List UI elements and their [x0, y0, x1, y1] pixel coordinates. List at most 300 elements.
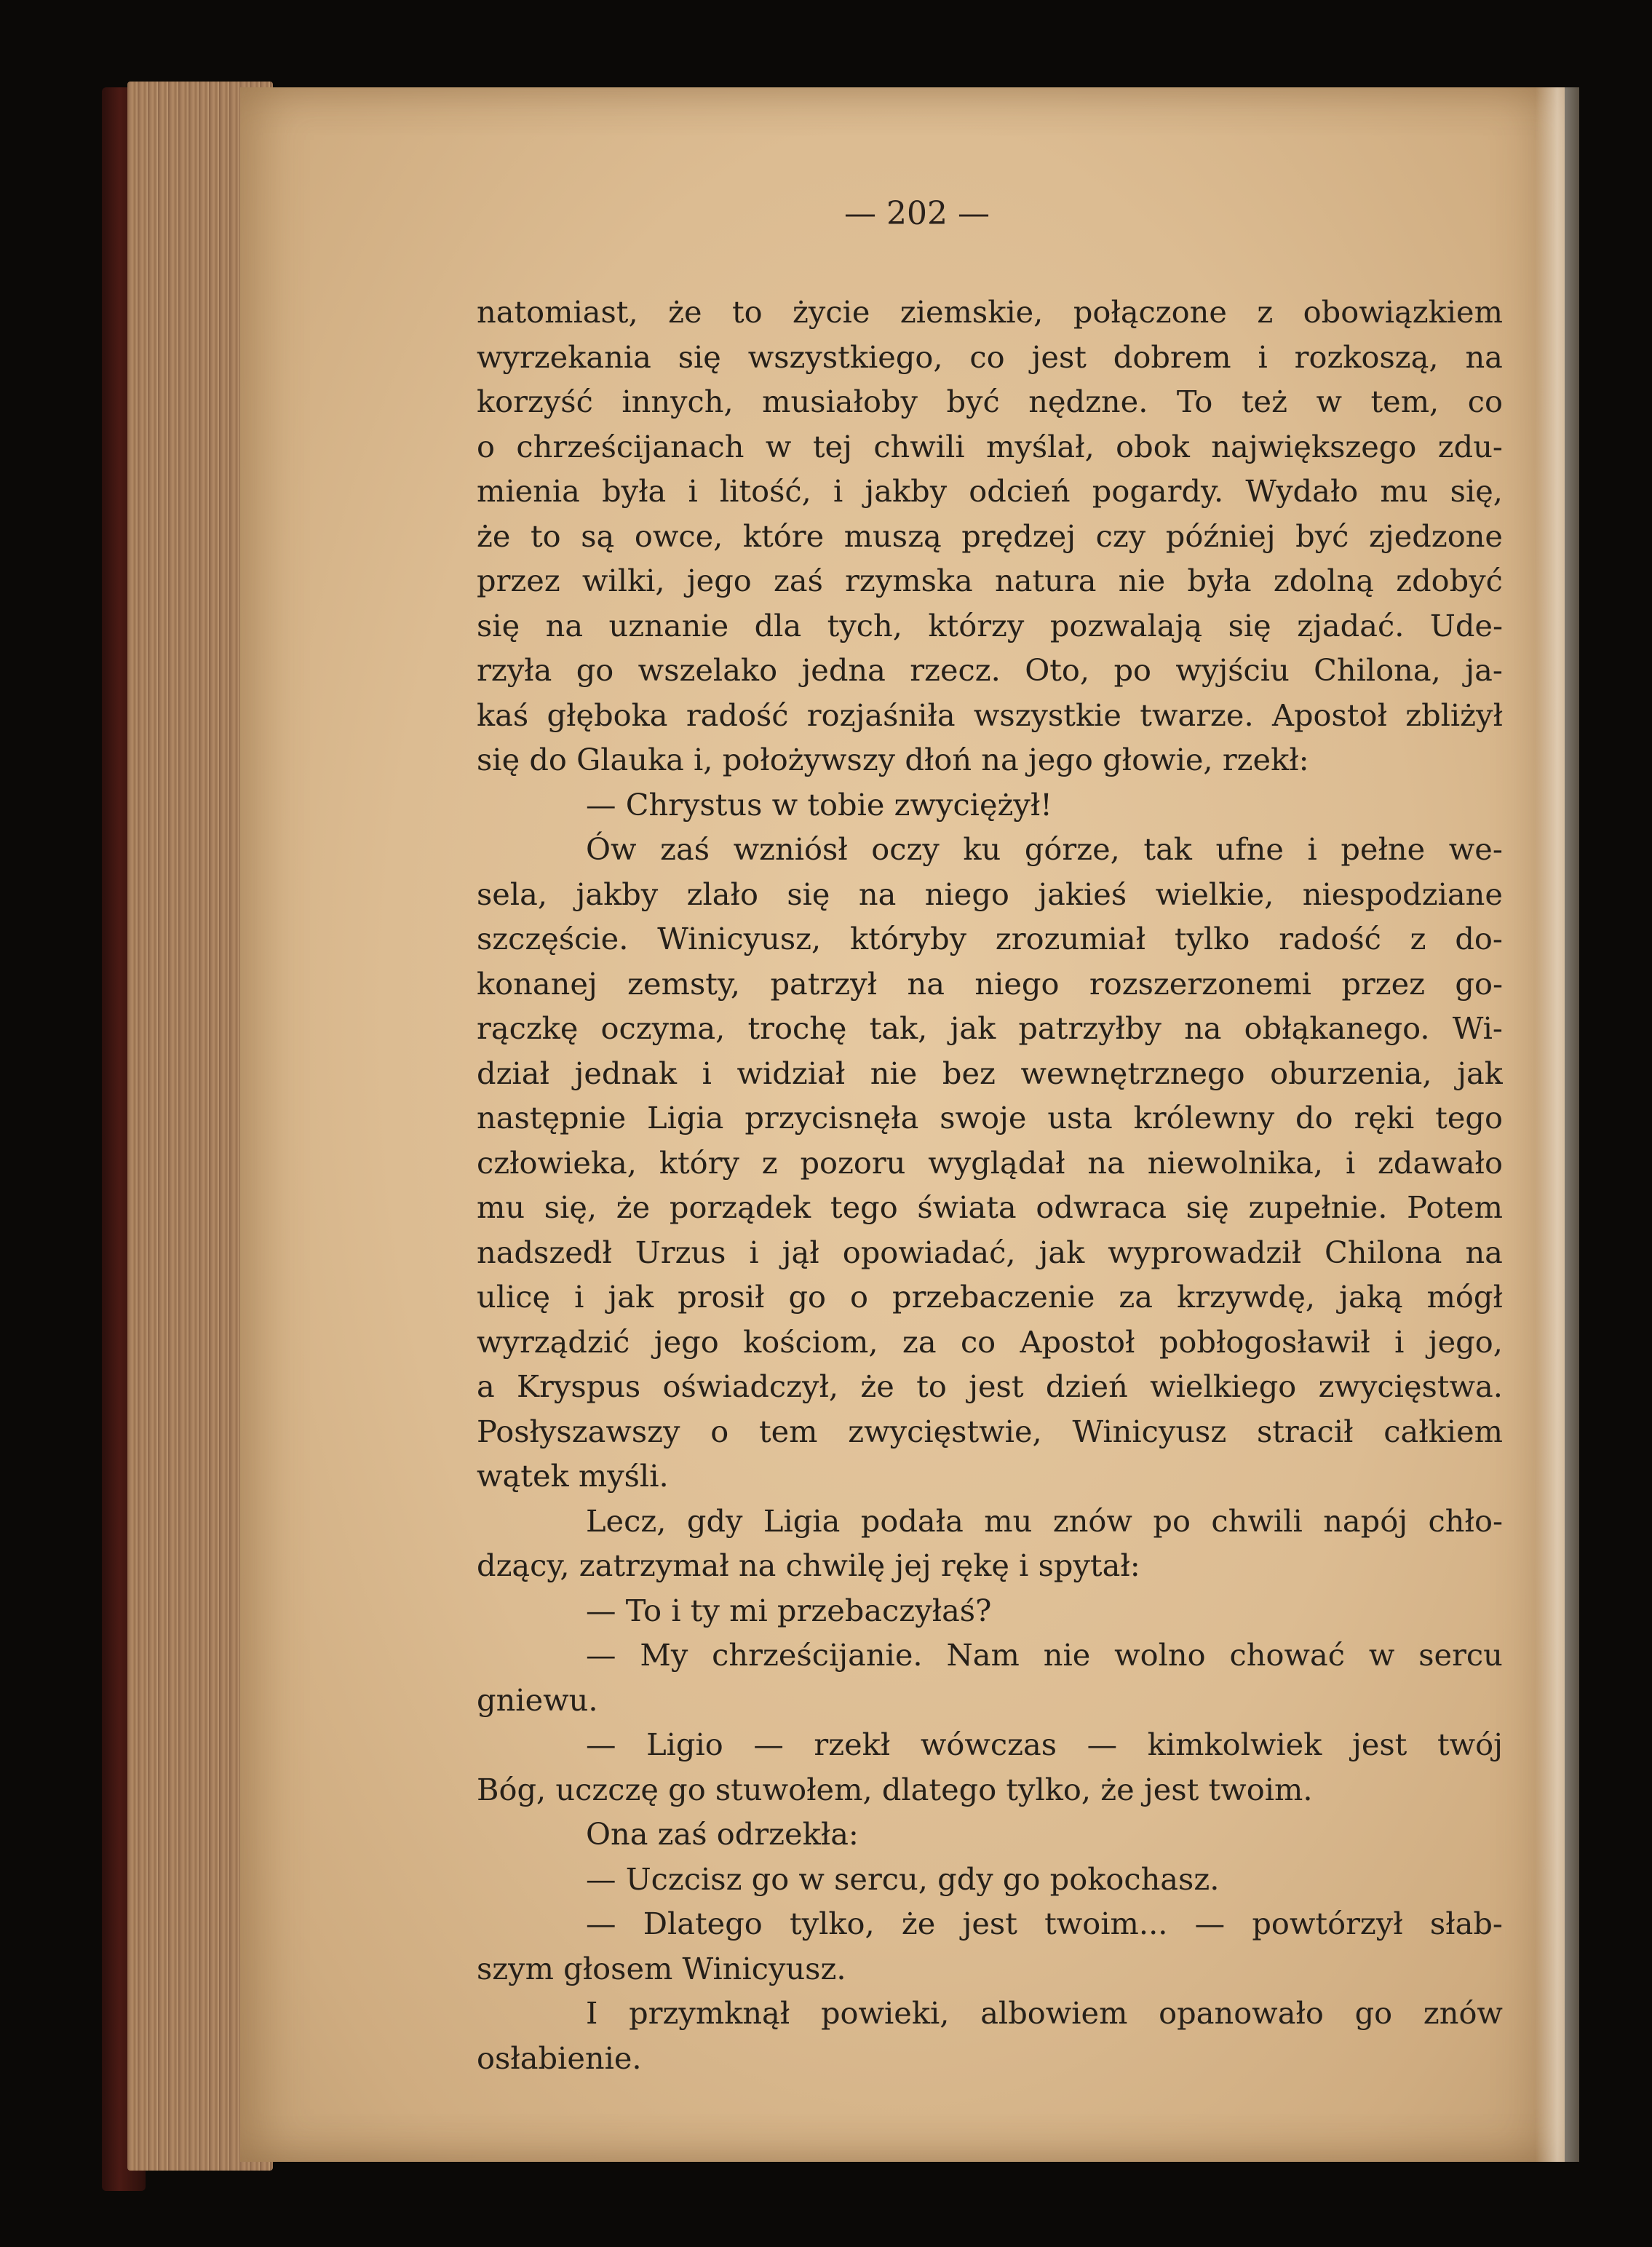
word: szczęście. [477, 921, 629, 956]
word: czy [1095, 518, 1146, 554]
word: kościom, [743, 1323, 878, 1360]
word: wolno [1114, 1637, 1206, 1673]
word: zaś [773, 563, 823, 598]
word: bez [942, 1055, 996, 1091]
word: — [753, 1727, 784, 1762]
word: wewnętrznego [1020, 1055, 1245, 1091]
word: ufne [1215, 831, 1284, 867]
word: — [586, 1906, 616, 1941]
text-line [477, 1320, 1503, 1365]
word: po [1113, 652, 1152, 688]
text-line [477, 1095, 1503, 1141]
word: zaś [660, 831, 710, 867]
word: jak [608, 1279, 654, 1315]
word: stracił [1256, 1413, 1354, 1449]
word: chrześcijanie. [712, 1637, 923, 1673]
word: I [586, 1995, 598, 2031]
word: jaką [1339, 1279, 1403, 1315]
word: tylko [1174, 921, 1250, 956]
text-line [477, 1006, 1503, 1051]
text-line [477, 872, 1503, 917]
word: z [761, 1144, 778, 1181]
word: są [581, 518, 615, 554]
text-line-content: szym głosem Winicyusz. [477, 1950, 846, 1986]
word: zbliżył [1405, 697, 1503, 733]
word: jakby [576, 876, 659, 912]
word: wszystkie [973, 697, 1121, 733]
word: konanej [477, 965, 597, 1002]
text-line [477, 916, 1503, 962]
word: wyjściu [1175, 652, 1290, 688]
word: go [576, 652, 614, 688]
word: Ude- [1429, 607, 1503, 643]
word: nie [870, 1055, 918, 1091]
word: rączkę [477, 1010, 579, 1046]
word: słab- [1429, 1906, 1503, 1941]
text-line [477, 1946, 1503, 1992]
word: obłąkanego. [1244, 1010, 1430, 1046]
text-line [477, 1051, 1503, 1096]
word: przez [477, 563, 560, 598]
word: patrzyłby [1018, 1010, 1161, 1046]
word: o [850, 1279, 869, 1315]
word: i [1258, 338, 1268, 375]
text-line [477, 1543, 1503, 1588]
word: oświadczył, [662, 1368, 839, 1404]
word: na [1087, 1144, 1125, 1181]
word: mu [477, 1189, 525, 1225]
word: dzień [1045, 1368, 1128, 1404]
word: obowiązkiem [1303, 294, 1503, 330]
word: — [586, 1637, 616, 1673]
word: tem [758, 1413, 818, 1449]
word: chwili [873, 428, 965, 464]
word: usta [1047, 1100, 1113, 1136]
word: który [659, 1144, 739, 1181]
word: na [907, 965, 945, 1002]
word: jak [950, 1010, 996, 1046]
text-line [477, 648, 1503, 693]
word: opowiadać, [842, 1234, 1016, 1270]
word: kimkolwiek [1147, 1727, 1322, 1762]
word: jego [654, 1323, 719, 1360]
word: sela, [477, 876, 548, 912]
text-line-content: osłabienie. [477, 2040, 642, 2076]
word: Chilona [1325, 1234, 1442, 1270]
word: jedna [801, 652, 886, 688]
word: pobłogosławił [1159, 1323, 1370, 1360]
word: natura [994, 563, 1097, 598]
word: rzecz. [910, 652, 1001, 688]
word: na [1465, 1234, 1503, 1270]
word: do- [1455, 921, 1503, 956]
word: powieki, [820, 1995, 950, 2031]
word: Dlatego [643, 1906, 763, 1941]
word: i [1307, 831, 1317, 867]
text-line [477, 962, 1503, 1007]
word: być [1295, 518, 1349, 554]
word: sercu [1418, 1637, 1503, 1673]
word: oczy [871, 831, 940, 867]
word: któryby [850, 921, 967, 956]
word: zjadać. [1297, 607, 1405, 643]
word: dział [477, 1055, 549, 1091]
word: chować [1229, 1637, 1345, 1673]
word: rzekł [814, 1727, 891, 1762]
text-line [477, 1499, 1503, 1544]
word: za [902, 1323, 937, 1360]
text-line [477, 1364, 1503, 1409]
word: twoim... [1044, 1906, 1168, 1941]
text-line-content: — To i ty mi przebaczyłaś? [586, 1592, 992, 1628]
word: wszelako [638, 652, 778, 688]
word: wówczas [920, 1727, 1057, 1762]
word: być [946, 384, 1000, 419]
word: To [1176, 384, 1213, 419]
word: i [1345, 1144, 1356, 1181]
word: pogardy. [1092, 473, 1224, 509]
word: była [602, 473, 667, 509]
word: na [545, 607, 584, 643]
word: widział [736, 1055, 846, 1091]
word: tylko, [789, 1906, 875, 1941]
text-line [477, 379, 1503, 424]
word: ręki [1354, 1100, 1415, 1136]
word: My [640, 1637, 688, 1673]
text-line [477, 1230, 1503, 1275]
word: jakby [865, 473, 948, 509]
word: opanowało [1159, 1995, 1324, 2031]
word: znów [1423, 1995, 1503, 2031]
word: i [833, 473, 843, 509]
word: się [678, 338, 721, 375]
word: jak [1039, 1234, 1085, 1270]
word: mu [1380, 473, 1429, 509]
word: jakieś [1038, 876, 1127, 912]
word: jednak [574, 1055, 678, 1091]
word: Urzus [635, 1234, 726, 1270]
text-line [477, 1678, 1503, 1723]
word: tej [812, 428, 852, 464]
word: Ligia [647, 1100, 724, 1136]
word: zdolną [1273, 563, 1375, 598]
text-line-content: gniewu. [477, 1681, 598, 1718]
text-line [477, 424, 1503, 469]
word: też [1241, 384, 1287, 419]
word: Oto, [1025, 652, 1090, 688]
word: zdu- [1437, 428, 1503, 464]
word: Nam [946, 1637, 1020, 1673]
text-line [477, 603, 1503, 649]
word: wielkie, [1155, 876, 1274, 912]
word: rozszerzonemi [1089, 965, 1311, 1002]
word: myślał, [986, 428, 1095, 464]
word: nędzne. [1028, 384, 1148, 419]
text-line [477, 1857, 1503, 1902]
word: ziemskie, [900, 294, 1044, 330]
word: zwycięstwa. [1318, 1368, 1503, 1404]
text-line [477, 1275, 1503, 1320]
word: o [710, 1413, 729, 1449]
word: wyrzekania [477, 338, 651, 375]
word: niego [974, 965, 1060, 1002]
word: we- [1448, 831, 1503, 867]
word: — [1194, 1906, 1226, 1941]
word: pozoru [800, 1144, 906, 1181]
word: że [901, 1906, 936, 1941]
word: Winicyusz [1072, 1413, 1227, 1449]
word: zdawało [1378, 1144, 1503, 1181]
word: zdobyć [1396, 563, 1503, 598]
word: twój [1437, 1727, 1503, 1762]
word: górze, [1024, 831, 1120, 867]
text-line-content: — Chrystus w tobie zwyciężył! [586, 786, 1052, 823]
word: owce, [634, 518, 723, 554]
word: następnie [477, 1100, 627, 1136]
word: nie [1118, 563, 1166, 598]
word: świata [917, 1189, 1017, 1225]
word: oczyma, [600, 1010, 726, 1046]
word: jego, [1428, 1323, 1503, 1360]
word: jego [686, 563, 752, 598]
word: się [477, 607, 520, 643]
word: powtórzył [1252, 1906, 1403, 1941]
page-number: — 202 — [844, 195, 990, 232]
word: i [574, 1279, 584, 1315]
word: pozwalają [1049, 607, 1203, 643]
word: tak [1143, 831, 1192, 867]
word: korzyść [477, 384, 593, 419]
word: tem, [1370, 384, 1439, 419]
word: nie [1043, 1637, 1091, 1673]
text-line [477, 1454, 1503, 1499]
word: go [1354, 1995, 1393, 2031]
word: dobrem [1113, 338, 1231, 375]
word: oburzenia, [1270, 1055, 1432, 1091]
word: ja- [1465, 652, 1503, 688]
word: połączone [1073, 294, 1227, 330]
word: mógł [1426, 1279, 1503, 1315]
word: Apostoł [1020, 1323, 1135, 1360]
word: o [477, 428, 495, 464]
word: wszystkiego, [747, 338, 943, 375]
word: mienia [477, 473, 580, 509]
text-line-content: Bóg, uczczę go stuwołem, dlatego tylko, że jest twoim. [477, 1771, 1313, 1807]
word: wyrządzić [477, 1323, 630, 1360]
text-line [477, 335, 1503, 380]
word: — [1087, 1727, 1118, 1762]
word: co [1467, 384, 1503, 419]
word: innych, [622, 384, 734, 419]
word: go [788, 1279, 827, 1315]
word: rozjaśniła [806, 697, 956, 733]
text-line [477, 2036, 1503, 2081]
word: prosił [678, 1279, 765, 1315]
word: za [1119, 1279, 1153, 1315]
word: obok [1116, 428, 1190, 464]
word: niego [924, 876, 1009, 912]
word: ulicę [477, 1279, 551, 1315]
word: rozkoszą, [1294, 338, 1439, 375]
word: kaś [477, 697, 529, 733]
word: znów [1052, 1502, 1132, 1539]
word: całkiem [1383, 1413, 1503, 1449]
word: wyprowadził [1108, 1234, 1302, 1270]
word: i [702, 1055, 712, 1091]
word: krzywdę, [1176, 1279, 1316, 1315]
word: tych, [827, 607, 902, 643]
word: wyglądał [928, 1144, 1065, 1181]
text-line [477, 693, 1503, 738]
word: chwili [1211, 1502, 1303, 1539]
word: tego [830, 1189, 898, 1225]
word: natomiast, [477, 294, 638, 330]
word: była [1187, 563, 1252, 598]
word: i [688, 473, 698, 509]
word: na [1184, 1010, 1222, 1046]
word: wielkiego [1150, 1368, 1297, 1404]
word: twarze. [1140, 697, 1254, 733]
word: a [477, 1368, 495, 1404]
word: że [860, 1368, 894, 1404]
word: zemsty, [627, 965, 741, 1002]
word: prędzej [961, 518, 1076, 554]
word: się, [544, 1189, 597, 1225]
word: Lecz, [586, 1502, 667, 1539]
text-line [477, 1409, 1503, 1454]
word: w [1316, 384, 1342, 419]
word: podała [860, 1502, 964, 1539]
text-line [477, 737, 1503, 782]
word: jest [969, 1368, 1024, 1404]
word: rzyła [477, 652, 552, 688]
word: jest [1351, 1727, 1407, 1762]
word: jął [782, 1234, 819, 1270]
word: królewny [1133, 1100, 1275, 1136]
text-line [477, 514, 1503, 559]
word: w [765, 428, 792, 464]
word: do [1295, 1100, 1333, 1136]
word: że [616, 1189, 651, 1225]
text-line-content: się do Glauka i, położywszy dłoń na jego głowie, rzekł: [477, 742, 1309, 777]
word: odwraca [1036, 1189, 1167, 1225]
page-body-text [477, 290, 1503, 2080]
text-line-content: wątek myśli. [477, 1458, 669, 1494]
word: po [1153, 1502, 1191, 1539]
word: niespodziane [1302, 876, 1503, 912]
word: zjedzone [1369, 518, 1503, 554]
text-line [477, 782, 1503, 828]
word: chrześcijanach [516, 428, 744, 464]
word: napój [1323, 1502, 1408, 1539]
text-line [477, 827, 1503, 872]
word: tak, [869, 1010, 928, 1046]
word: muszą [843, 518, 942, 554]
word: co [960, 1323, 996, 1360]
word: przez [1341, 965, 1426, 1002]
word: musiałoby [762, 384, 918, 419]
word: porządek [669, 1189, 811, 1225]
word: z [1257, 294, 1274, 330]
page-right-gutter [1536, 87, 1579, 2162]
word: co [969, 338, 1005, 375]
word: Potem [1407, 1189, 1503, 1225]
word: litość, [719, 473, 811, 509]
word: chło- [1428, 1502, 1503, 1539]
text-line [477, 1185, 1503, 1230]
word: mu [984, 1502, 1033, 1539]
text-line-content: — Uczcisz go w sercu, gdy go pokochasz. [586, 1860, 1220, 1897]
word: ku [963, 831, 1001, 867]
word: to [731, 294, 763, 330]
word: Kryspus [517, 1368, 641, 1404]
text-line [477, 1812, 1503, 1857]
word: się [1228, 607, 1271, 643]
text-line [477, 1588, 1503, 1633]
word: przebaczenie [892, 1279, 1095, 1315]
word: które [742, 518, 825, 554]
word: Ligia [763, 1502, 841, 1539]
word: Wydało [1245, 473, 1359, 509]
word: tego [1435, 1100, 1503, 1136]
word: odcień [969, 473, 1071, 509]
word: albowiem [980, 1995, 1128, 2031]
text-line [477, 1901, 1503, 1946]
word: największego [1211, 428, 1417, 464]
word: na [1465, 338, 1503, 375]
word: radość [1279, 921, 1381, 956]
word: nadszedł [477, 1234, 612, 1270]
word: przymknął [629, 1995, 790, 2031]
word: to [916, 1368, 947, 1404]
word: jest [962, 1906, 1017, 1941]
word: dla [754, 607, 802, 643]
text-line [477, 1141, 1503, 1186]
word: i [1394, 1323, 1405, 1360]
word: że [477, 518, 511, 554]
word: na [858, 876, 897, 912]
word: Ligio [646, 1727, 723, 1762]
text-line-content: Ona zaś odrzekła: [586, 1816, 859, 1852]
word: swoje [940, 1100, 1027, 1136]
word: zupełnie. [1248, 1189, 1388, 1225]
word: — [586, 1727, 616, 1762]
word: się [1186, 1189, 1229, 1225]
text-line [477, 469, 1503, 514]
word: głęboka [547, 697, 668, 733]
text-line [477, 1633, 1503, 1678]
text-line [477, 1722, 1503, 1767]
word: i [749, 1234, 759, 1270]
word: rzymska [845, 563, 973, 598]
word: patrzył [770, 965, 878, 1002]
word: to [531, 518, 561, 554]
text-line [477, 290, 1503, 335]
text-line [477, 558, 1503, 603]
word: zlało [686, 876, 758, 912]
word: życie [793, 294, 870, 330]
word: niewolnika, [1147, 1144, 1324, 1181]
word: przycisnęła [744, 1100, 919, 1136]
word: z [1410, 921, 1426, 956]
word: którzy [928, 607, 1025, 643]
word: człowieka, [477, 1144, 637, 1181]
word: wilki, [581, 563, 665, 598]
word: się, [1450, 473, 1503, 509]
word: Apostoł [1271, 697, 1387, 733]
word: uznanie [608, 607, 729, 643]
word: później [1165, 518, 1276, 554]
